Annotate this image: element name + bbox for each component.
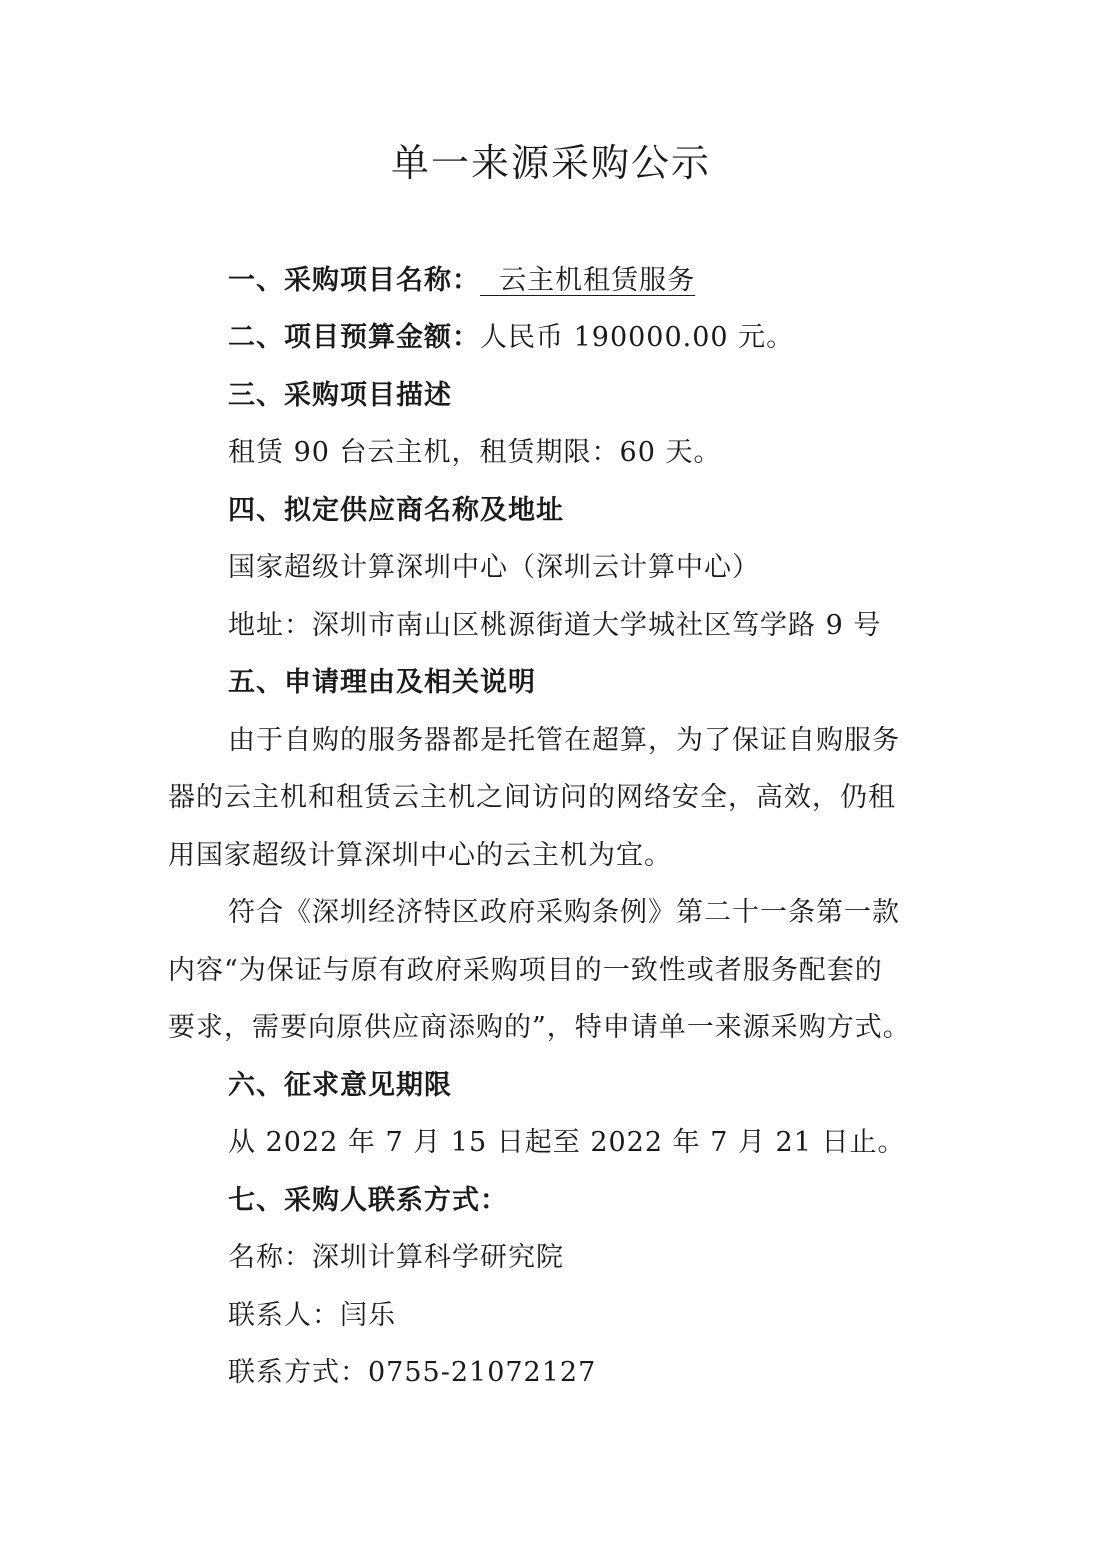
purchaser-contact-person: 联系人：闫乐 [228,1300,396,1331]
supplier-name: 国家超级计算深圳中心（深圳云计算中心） [228,552,760,583]
section-3-heading: 三、采购项目描述 [228,380,452,411]
section-2-heading: 二、项目预算金额： [228,322,480,353]
section-6-heading: 六、征求意见期限 [228,1070,452,1101]
budget-value: 人民币 190000.00 元。 [480,322,795,353]
section-2-budget [228,318,794,358]
section-3-body: 租赁 90 台云主机，租赁期限：60 天。 [228,437,722,468]
reason-paragraph-2-line-3: 要求，需要向原供应商添购的”，特申请单一来源采购方式。 [168,1012,911,1043]
comment-period: 从 2022 年 7 月 15 日起至 2022 年 7 月 21 日止。 [228,1127,906,1158]
reason-paragraph-2-line-2: 内容“为保证与原有政府采购项目的一致性或者服务配套的 [168,955,883,986]
project-name-value: 云主机租赁服务 [480,265,696,296]
section-1-project-name [228,261,695,301]
reason-paragraph-2-line-1: 符合《深圳经济特区政府采购条例》第二十一条第一款 [228,897,900,928]
purchaser-name: 名称：深圳计算科学研究院 [228,1242,564,1273]
purchaser-phone: 联系方式：0755-21072127 [228,1357,597,1388]
section-7-heading: 七、采购人联系方式： [228,1185,508,1216]
section-4-heading: 四、拟定供应商名称及地址 [228,495,564,526]
supplier-address: 地址：深圳市南山区桃源街道大学城社区笃学路 9 号 [228,610,882,641]
document-title: 单一来源采购公示 [390,141,711,185]
section-1-heading: 一、采购项目名称： [228,265,480,296]
reason-paragraph-1-line-1: 由于自购的服务器都是托管在超算，为了保证自购服务 [228,725,900,756]
reason-paragraph-1-line-2: 器的云主机和租赁云主机之间访问的网络安全，高效，仍租 [168,782,896,813]
reason-paragraph-1-line-3: 用国家超级计算深圳中心的云主机为宜。 [168,840,672,871]
section-5-heading: 五、申请理由及相关说明 [228,667,536,698]
